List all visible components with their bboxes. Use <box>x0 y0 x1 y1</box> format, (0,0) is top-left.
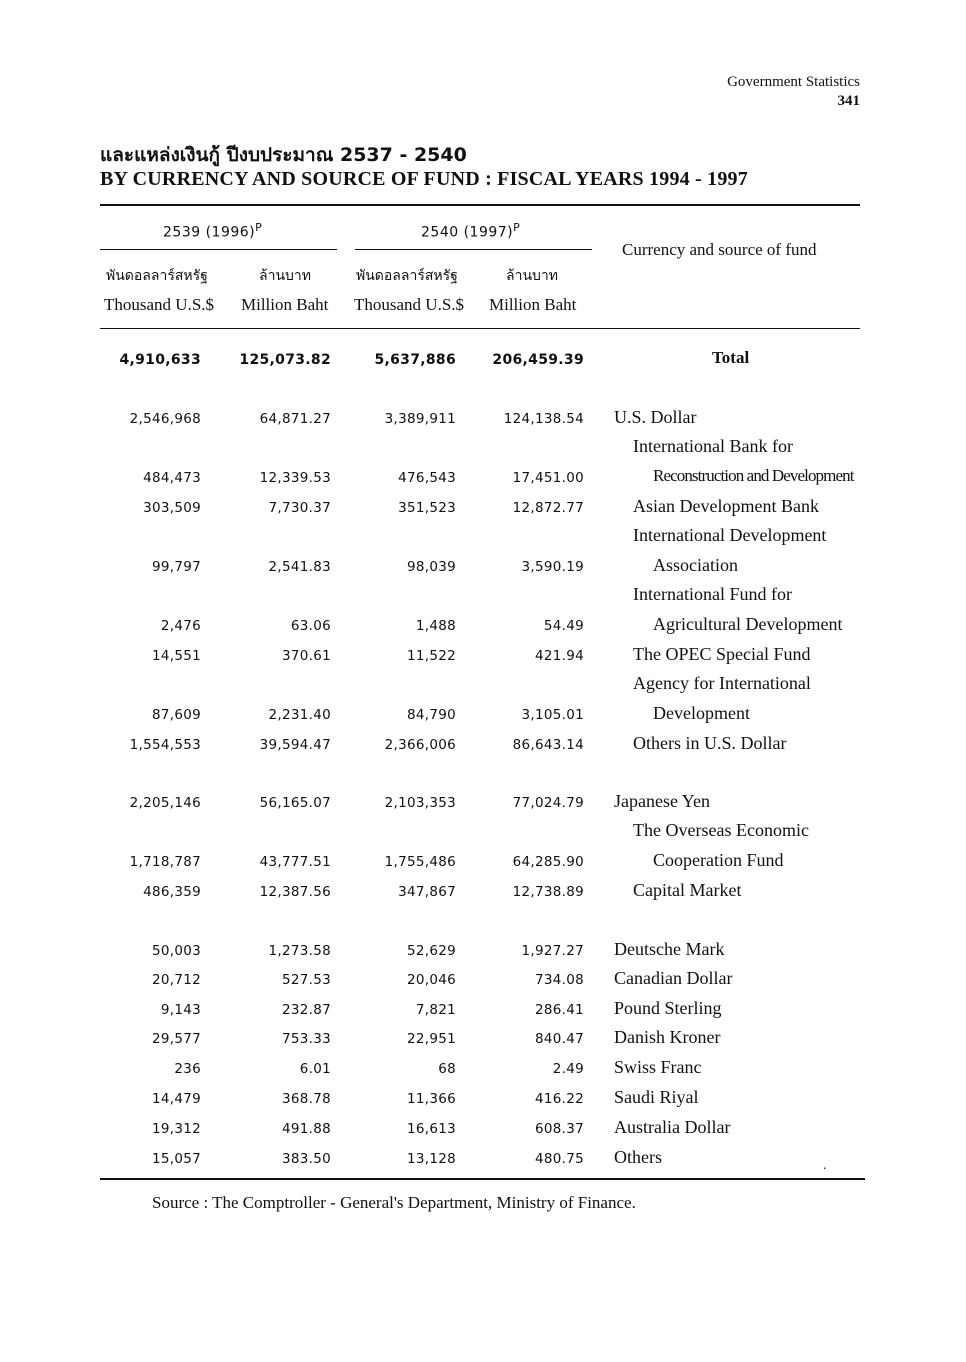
cell-million-baht-1996: 7,730.37 <box>268 500 331 516</box>
cell-million-baht-1997: 124,138.54 <box>503 411 584 427</box>
cell-million-baht-1997: 286.41 <box>534 1002 584 1018</box>
year-rule-1997 <box>355 249 592 250</box>
table-row <box>0 494 966 522</box>
cell-thousand-usd-1996: 486,359 <box>143 884 201 900</box>
page-header <box>727 73 860 111</box>
cell-thousand-usd-1996: 87,609 <box>151 707 201 723</box>
top-rule <box>100 204 860 206</box>
cell-million-baht-1997: 2.49 <box>552 1061 584 1077</box>
cell-thousand-usd-1996: 1,554,553 <box>129 737 201 753</box>
cell-thousand-usd-1996: 2,546,968 <box>129 411 201 427</box>
cell-million-baht-1997: 206,459.39 <box>492 352 584 368</box>
cell-thousand-usd-1996: 2,205,146 <box>129 795 201 811</box>
table-row <box>0 1085 966 1113</box>
cell-million-baht-1997: 1,927.27 <box>521 943 584 959</box>
table-row <box>0 1145 966 1173</box>
cell-million-baht-1996: 232.87 <box>281 1002 331 1018</box>
thai-million-baht-1997: ล้านบาท <box>506 268 558 284</box>
cell-thousand-usd-1997: 11,366 <box>406 1091 456 1107</box>
year-header-1997 <box>421 221 520 241</box>
table-row <box>0 434 966 462</box>
bottom-rule <box>100 1178 865 1180</box>
cell-thousand-usd-1996: 50,003 <box>151 943 201 959</box>
cell-thousand-usd-1997: 2,366,006 <box>384 737 456 753</box>
cell-thousand-usd-1997: 16,613 <box>406 1121 456 1137</box>
cell-thousand-usd-1996: 1,718,787 <box>129 854 201 870</box>
million-baht-header-1996: Million Baht <box>241 295 329 314</box>
cell-million-baht-1997: 608.37 <box>534 1121 584 1137</box>
table-row <box>0 731 966 759</box>
cell-million-baht-1997: 77,024.79 <box>512 795 584 811</box>
table-row <box>0 523 966 551</box>
cell-million-baht-1996: 12,387.56 <box>259 884 331 900</box>
thai-million-baht-1996: ล้านบาท <box>259 268 311 284</box>
cell-thousand-usd-1996: 20,712 <box>151 972 201 988</box>
table-row <box>0 553 966 581</box>
table-row <box>0 966 966 994</box>
table-row <box>0 848 966 876</box>
million-baht-header-1997: Million Baht <box>489 295 577 314</box>
cell-million-baht-1996: 370.61 <box>281 648 331 664</box>
thousand-usd-header-1996: Thousand U.S.$ <box>104 295 215 314</box>
thai-thousand-usd-1996: พันดอลลาร์สหรัฐ <box>106 268 208 284</box>
cell-thousand-usd-1997: 476,543 <box>398 470 456 486</box>
row-label: Association <box>653 555 738 575</box>
page-number: 341 <box>837 93 860 109</box>
year-label-1997: 2540 (1997) <box>421 224 514 241</box>
cell-million-baht-1996: 64,871.27 <box>259 411 331 427</box>
table-row <box>0 642 966 670</box>
cell-thousand-usd-1997: 84,790 <box>406 707 456 723</box>
cell-thousand-usd-1997: 1,488 <box>415 618 456 634</box>
stray-mark: . <box>823 1158 827 1173</box>
row-label: Agricultural Development <box>653 614 843 634</box>
cell-thousand-usd-1997: 98,039 <box>406 559 456 575</box>
cell-thousand-usd-1997: 68 <box>438 1061 456 1077</box>
table-row <box>0 671 966 699</box>
cell-million-baht-1997: 3,590.19 <box>521 559 584 575</box>
year-label-1996: 2539 (1996) <box>163 224 256 241</box>
row-label: The Overseas Economic <box>633 820 809 840</box>
row-label: Swiss Franc <box>614 1057 702 1077</box>
row-label: U.S. Dollar <box>614 407 697 427</box>
cell-million-baht-1997: 12,872.77 <box>512 500 584 516</box>
cell-thousand-usd-1996: 484,473 <box>143 470 201 486</box>
cell-million-baht-1996: 2,231.40 <box>268 707 331 723</box>
cell-thousand-usd-1997: 20,046 <box>406 972 456 988</box>
row-label: Capital Market <box>633 880 742 900</box>
cell-million-baht-1997: 86,643.14 <box>512 737 584 753</box>
row-label: The OPEC Special Fund <box>633 644 811 664</box>
row-label: Australia Dollar <box>614 1117 731 1137</box>
row-label: International Development <box>633 525 827 545</box>
row-label: Others in U.S. Dollar <box>633 733 787 753</box>
row-label: Japanese Yen <box>614 791 710 811</box>
year-superscript-1997: P <box>513 221 521 234</box>
row-label: Agency for International <box>633 673 811 693</box>
table-row <box>0 789 966 817</box>
row-label: Deutsche Mark <box>614 939 725 959</box>
table-row <box>0 405 966 433</box>
row-label: Others <box>614 1147 662 1167</box>
cell-million-baht-1997: 3,105.01 <box>521 707 584 723</box>
row-label: Saudi Riyal <box>614 1087 699 1107</box>
table-row <box>0 818 966 846</box>
table-row <box>0 582 966 610</box>
table-row <box>0 1055 966 1083</box>
table-row <box>0 701 966 729</box>
cell-million-baht-1997: 734.08 <box>534 972 584 988</box>
cell-million-baht-1997: 480.75 <box>534 1151 584 1167</box>
cell-million-baht-1996: 43,777.51 <box>259 854 331 870</box>
cell-thousand-usd-1996: 14,479 <box>151 1091 201 1107</box>
cell-million-baht-1996: 527.53 <box>281 972 331 988</box>
cell-million-baht-1996: 2,541.83 <box>268 559 331 575</box>
table-row-total <box>0 346 966 374</box>
row-label: Danish Kroner <box>614 1027 721 1047</box>
row-label: Pound Sterling <box>614 998 722 1018</box>
cell-million-baht-1997: 54.49 <box>543 618 584 634</box>
cell-thousand-usd-1996: 14,551 <box>151 648 201 664</box>
cell-thousand-usd-1996: 2,476 <box>160 618 201 634</box>
cell-million-baht-1996: 368.78 <box>281 1091 331 1107</box>
table-row <box>0 612 966 640</box>
cell-million-baht-1997: 840.47 <box>534 1031 584 1047</box>
cell-thousand-usd-1996: 15,057 <box>151 1151 201 1167</box>
cell-million-baht-1996: 1,273.58 <box>268 943 331 959</box>
row-label: Asian Development Bank <box>633 496 819 516</box>
table-row <box>0 996 966 1024</box>
table-title-english: BY CURRENCY AND SOURCE OF FUND : FISCAL YEARS 1994 - 1997 <box>100 168 748 190</box>
year-rule-1996 <box>100 249 337 250</box>
cell-million-baht-1996: 491.88 <box>281 1121 331 1137</box>
cell-million-baht-1996: 753.33 <box>281 1031 331 1047</box>
cell-thousand-usd-1997: 3,389,911 <box>384 411 456 427</box>
row-label: Canadian Dollar <box>614 968 733 988</box>
table-row <box>0 1025 966 1053</box>
cell-million-baht-1996: 125,073.82 <box>239 352 331 368</box>
cell-thousand-usd-1996: 4,910,633 <box>119 352 201 368</box>
thai-thousand-usd-1997: พันดอลลาร์สหรัฐ <box>356 268 458 284</box>
cell-thousand-usd-1997: 7,821 <box>415 1002 456 1018</box>
row-label: International Bank for <box>633 436 793 456</box>
cell-million-baht-1996: 39,594.47 <box>259 737 331 753</box>
header-bottom-rule <box>100 328 860 329</box>
cell-thousand-usd-1997: 347,867 <box>398 884 456 900</box>
cell-million-baht-1997: 64,285.90 <box>512 854 584 870</box>
cell-million-baht-1997: 421.94 <box>534 648 584 664</box>
cell-thousand-usd-1996: 9,143 <box>160 1002 201 1018</box>
row-label: Total <box>712 348 750 367</box>
cell-thousand-usd-1996: 19,312 <box>151 1121 201 1137</box>
cell-million-baht-1997: 17,451.00 <box>512 470 584 486</box>
cell-thousand-usd-1996: 303,509 <box>143 500 201 516</box>
cell-thousand-usd-1997: 1,755,486 <box>384 854 456 870</box>
cell-thousand-usd-1996: 99,797 <box>151 559 201 575</box>
cell-million-baht-1996: 56,165.07 <box>259 795 331 811</box>
table-row <box>0 464 966 492</box>
cell-thousand-usd-1997: 351,523 <box>398 500 456 516</box>
cell-thousand-usd-1997: 5,637,886 <box>374 352 456 368</box>
cell-thousand-usd-1997: 11,522 <box>406 648 456 664</box>
table-row <box>0 937 966 965</box>
cell-thousand-usd-1997: 52,629 <box>406 943 456 959</box>
cell-million-baht-1996: 383.50 <box>281 1151 331 1167</box>
row-label: Cooperation Fund <box>653 850 784 870</box>
cell-thousand-usd-1997: 22,951 <box>406 1031 456 1047</box>
table-row <box>0 1115 966 1143</box>
cell-million-baht-1997: 12,738.89 <box>512 884 584 900</box>
cell-million-baht-1996: 12,339.53 <box>259 470 331 486</box>
cell-thousand-usd-1997: 13,128 <box>406 1151 456 1167</box>
row-label: Reconstruction and Development <box>653 466 854 485</box>
table-row <box>0 878 966 906</box>
cell-thousand-usd-1996: 236 <box>174 1061 201 1077</box>
year-header-1996 <box>163 221 262 241</box>
source-note: Source : The Comptroller - General's Department, Ministry of Finance. <box>152 1193 636 1212</box>
row-label: Development <box>653 703 750 723</box>
year-superscript-1996: P <box>255 221 263 234</box>
cell-million-baht-1996: 6.01 <box>299 1061 331 1077</box>
cell-thousand-usd-1996: 29,577 <box>151 1031 201 1047</box>
cell-million-baht-1997: 416.22 <box>534 1091 584 1107</box>
section-title: Government Statistics <box>727 74 860 90</box>
thousand-usd-header-1997: Thousand U.S.$ <box>354 295 465 314</box>
cell-million-baht-1996: 63.06 <box>290 618 331 634</box>
source-column-header: Currency and source of fund <box>622 240 817 259</box>
cell-thousand-usd-1997: 2,103,353 <box>384 795 456 811</box>
row-label: International Fund for <box>633 584 792 604</box>
table-title-thai: และแหล่งเงินกู้ ปีงบประมาณ 2537 - 2540 <box>100 144 467 166</box>
